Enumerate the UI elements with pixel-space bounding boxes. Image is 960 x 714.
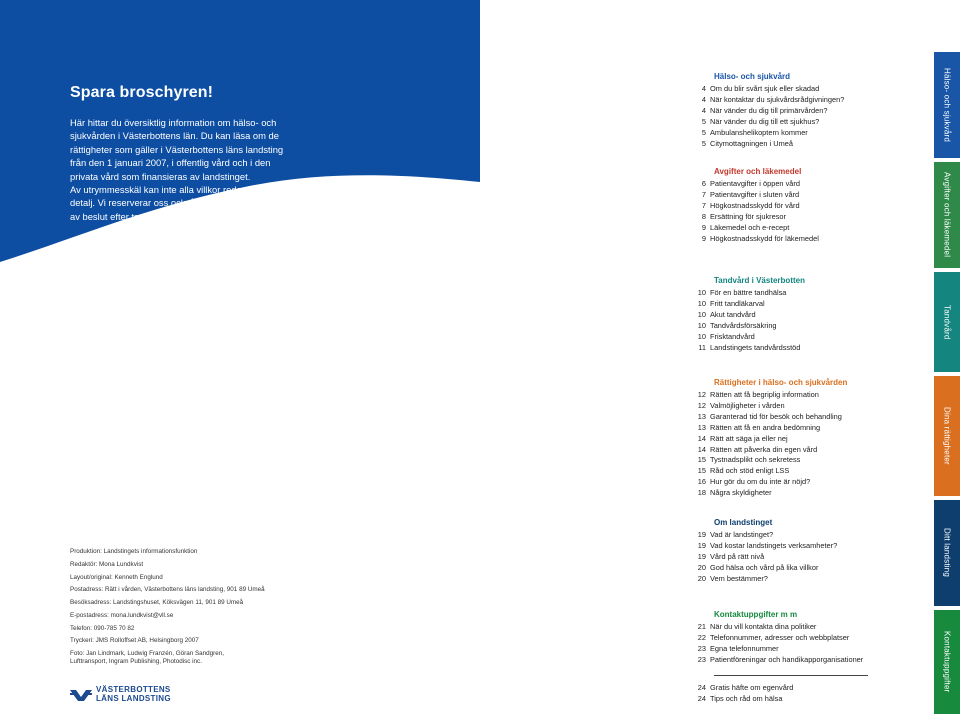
toc-item[interactable] [690,633,920,642]
toc-item-text: Frisktandvård [710,331,755,341]
toc-item-text: Rätten att få begriplig information [710,390,819,399]
toc-item-text: Ambulanshelikoptern kommer [710,127,808,137]
toc-page-number: 9 [701,233,706,243]
toc-item-text: Patientavgifter i sluten vård [710,189,800,199]
toc-item-text: Vård på rätt nivå [710,551,765,561]
toc-page-number: 19 [697,551,706,561]
tab-2[interactable] [934,272,960,372]
tab-label: Kontaktuppgifter [942,631,952,693]
toc-item-text: Ersättning för sjukresor [710,211,786,221]
toc-page-number: 6 [701,179,706,188]
toc-item[interactable] [690,332,920,341]
toc-page-number: 15 [697,455,706,465]
table-of-contents [690,0,930,714]
section-title: Avgifter och läkemedel [714,167,802,176]
toc-page-number: 5 [701,138,706,148]
toc-item-text: Egna telefonnummer [710,643,779,653]
tab-label: Ditt landsting [942,528,952,578]
toc-page-number: 21 [697,622,706,631]
toc-item[interactable] [690,401,920,410]
credit-line: Produktion: Landstingets informationsfunktion [70,548,198,555]
logo-line-1: VÄSTERBOTTENS [96,685,171,694]
toc-item[interactable] [690,563,920,572]
toc-item[interactable] [690,445,920,454]
toc-item-text: Citymottagningen i Umeå [710,138,793,148]
toc-page-number: 18 [697,488,706,498]
toc-page-number: 20 [697,562,706,572]
credit-line: Telefon: 090-785 70 82 [70,624,135,632]
toc-item-text: Vad kostar landstingets verksamheter? [710,540,838,550]
toc-page-number: 5 [701,116,706,126]
toc-item[interactable] [690,423,920,432]
toc-item[interactable] [690,434,920,443]
toc-page-number: 15 [697,466,706,476]
toc-item[interactable] [690,694,920,703]
toc-page-number: 22 [697,632,706,642]
tab-3[interactable] [934,376,960,496]
section-title: Kontaktuppgifter m m [714,610,798,619]
logo [70,686,171,703]
toc-item-text: God hälsa och vård på lika villkor [710,562,819,572]
toc-item[interactable] [690,95,920,104]
credit-line: Besöksadress: Landstingshuset, Köksvägen 11, 901 89 Umeå [70,599,244,607]
tab-label: Tandvård [942,304,952,340]
toc-item-text: När kontaktar du sjukvårdsrådgivningen? [710,94,845,104]
toc-page-number: 8 [701,211,706,221]
toc-page-number: 19 [697,530,706,539]
toc-item-text: När vänder du dig till primärvården? [710,105,828,115]
toc-item-text: Fritt tandläkarval [710,298,765,308]
toc-page-number: 4 [701,105,706,115]
toc-page-number: 12 [697,390,706,399]
toc-page-number: 10 [697,309,706,319]
toc-item[interactable] [690,321,920,330]
toc-item[interactable] [690,139,920,148]
toc-page-number: 10 [697,320,706,330]
toc-item-text: Tystnadsplikt och sekretess [710,455,801,465]
toc-item-text: Vem bestämmer? [710,573,768,583]
toc-page-number: 4 [701,94,706,104]
toc-item-text: Telefonnummer, adresser och webbplatser [710,632,850,642]
toc-page-number: 10 [697,288,706,297]
toc-item-text: Högkostnadsskydd för läkemedel [710,233,819,243]
toc-page-number: 4 [701,84,706,93]
credits-block [70,548,330,671]
toc-item-text: Valmöjligheter i vården [710,400,785,410]
toc-item[interactable] [690,128,920,137]
toc-item[interactable] [690,477,920,486]
toc-item[interactable] [690,488,920,497]
toc-page-number: 24 [697,693,706,703]
toc-page-number: 24 [697,683,706,692]
toc-item-text: Patientavgifter i öppen vård [710,179,800,188]
tab-4[interactable] [934,500,960,606]
logo-line-2: LÄNS LANDSTING [96,693,171,703]
toc-item-text: Akut tandvård [710,309,756,319]
credit-line: Tryckeri: JMS Rolloffset AB, Helsingborg 2007 [70,637,199,645]
credit-line: E-postadress: mona.lundkvist@vll.se [70,611,174,619]
toc-item-text: Tandvårdsförsäkring [710,320,777,330]
toc-item[interactable] [690,310,920,319]
section-title: Om landstinget [714,518,773,527]
toc-page-number: 7 [701,189,706,199]
toc-page-number: 23 [697,643,706,653]
toc-item[interactable] [690,84,920,93]
toc-item[interactable] [690,683,920,692]
tab-1[interactable] [934,162,960,268]
toc-item[interactable] [690,541,920,550]
toc-item-text: Tips och råd om hälsa [710,693,783,703]
toc-page-number: 14 [697,433,706,443]
toc-item[interactable] [690,466,920,475]
section-tabs [934,0,960,714]
toc-page-number: 7 [701,200,706,210]
toc-item-text: Vad är landstinget? [710,530,774,539]
toc-item[interactable] [690,390,920,399]
logo-mark-icon [70,688,92,701]
tab-label: Dina rättigheter [942,407,952,465]
toc-page-number: 5 [701,127,706,137]
toc-page-number: 10 [697,331,706,341]
toc-page-number: 13 [697,422,706,432]
toc-page-number: 9 [701,222,706,232]
divider-rule [714,675,868,676]
section-title: Tandvård i Västerbotten [714,276,805,285]
toc-item-text: Rätten att påverka din egen vård [710,444,818,454]
toc-item-text: Garanterad tid för besök och behandling [710,411,842,421]
toc-page-number: 12 [697,400,706,410]
toc-item[interactable] [690,655,920,664]
toc-item-text: Om du blir svårt sjuk eller skadad [710,84,820,93]
toc-item[interactable] [690,343,920,352]
toc-item-text: Landstingets tandvårdsstöd [710,342,801,352]
toc-item[interactable] [690,455,920,464]
intro-block [70,84,290,223]
toc-item-text: Hur gör du om du inte är nöjd? [710,477,811,487]
toc-page-number: 14 [697,444,706,454]
toc-item-text: Gratis häfte om egenvård [710,683,794,692]
toc-item-text: När du vill kontakta dina politiker [710,622,817,631]
toc-item[interactable] [690,106,920,115]
toc-item-text: Rätt att säga ja eller nej [710,433,788,443]
tab-5[interactable] [934,610,960,714]
credit-line: Redaktör: Mona Lundkvist [70,560,144,568]
toc-item-text: När vänder du dig till ett sjukhus? [710,116,820,126]
tab-label: Hälso- och sjukvård [942,67,952,143]
toc-item[interactable] [690,117,920,126]
intro-title: Spara broschyren! [70,84,214,101]
toc-item[interactable] [690,574,920,583]
toc-item[interactable] [690,201,920,210]
toc-page-number: 10 [697,298,706,308]
section-title: Rättigheter i hälso- och sjukvården [714,378,848,387]
toc-item[interactable] [690,299,920,308]
toc-item[interactable] [690,412,920,421]
toc-page-number: 16 [697,477,706,487]
toc-item[interactable] [690,234,920,243]
toc-item[interactable] [690,622,920,631]
toc-item[interactable] [690,179,920,188]
toc-page-number: 13 [697,411,706,421]
toc-item-text: Läkemedel och e-recept [710,222,790,232]
tab-0[interactable] [934,52,960,158]
toc-page-number: 20 [697,573,706,583]
toc-item[interactable] [690,288,920,297]
toc-item[interactable] [690,552,920,561]
intro-disclaimer: Av utrymmesskäl kan inte alla villkor redovisas i detalj. Vi reserverar oss också för ändringar till följd av beslut efter tryckning. [70,184,283,222]
toc-page-number: 11 [698,342,706,352]
tab-label: Avgifter och läkemedel [942,172,952,258]
toc-item-text: Högkostnadsskydd för vård [710,200,800,210]
toc-item[interactable] [690,190,920,199]
section-title: Hälso- och sjukvård [714,72,791,81]
toc-item-text: Råd och stöd enligt LSS [710,466,790,476]
toc-page-number: 19 [697,540,706,550]
toc-item-text: Rätten att få en andra bedömning [710,422,821,432]
toc-item-text: För en bättre tandhälsa [710,288,787,297]
intro-body: Här hittar du översiktlig information om hälso- och sjukvården i Västerbottens län. Du kan läsa om de rättigheter som gäller i Västerbottens läns landsting från den 1 januari 2007, i offentlig vård och i den privata vård som finansieras av landstinget. [70,117,284,182]
credit-line: Layout/original: Kenneth Englund [70,573,163,581]
credit-line: Postadress: Rätt i vården, Västerbottens läns landsting, 901 89 Umeå [70,586,265,594]
toc-item-text: Patientföreningar och handikapporganisationer [710,654,864,664]
toc-page-number: 23 [697,654,706,664]
toc-item-text: Några skyldigheter [710,488,772,498]
credit-line: Foto: Jan Lindmark, Ludwig Franzén, Göran Sandgren, [70,650,225,658]
credit-line: Lufttransport, Ingram Publishing, Photodisc inc. [70,657,202,665]
toc-item[interactable] [690,644,920,653]
toc-item[interactable] [690,212,920,221]
toc-item[interactable] [690,223,920,232]
toc-item[interactable] [690,530,920,539]
